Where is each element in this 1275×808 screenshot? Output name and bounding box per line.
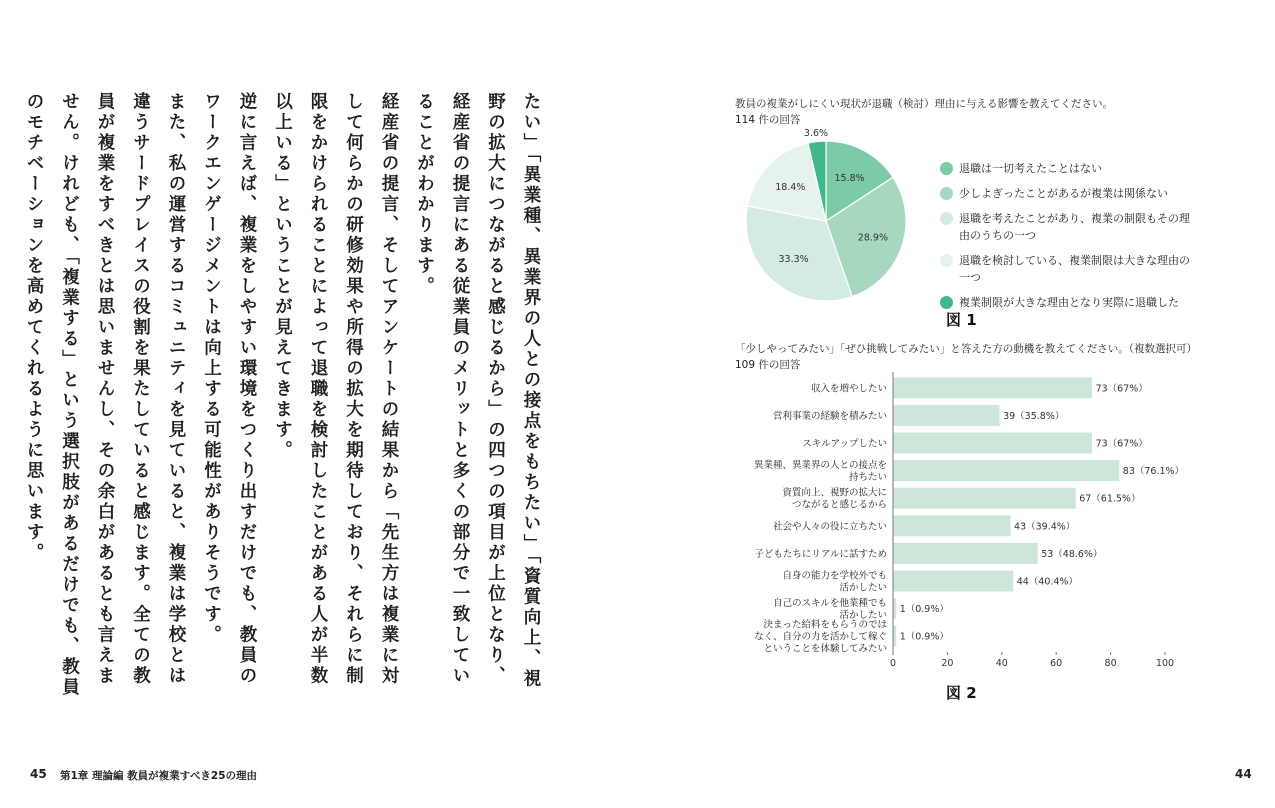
bar xyxy=(894,460,1120,481)
legend-item xyxy=(940,185,1200,202)
figure2-caption: 図 2 xyxy=(946,684,977,702)
category-label: 資質向上、視野の拡大につながると感じるから xyxy=(782,487,887,511)
figure1-question: 教員の複業がしにくい現状が退職（検討）理由に与える影響を教えてください。 xyxy=(735,98,1113,110)
legend-label: 退職を考えたことがあり、複業の制限もその理由のうちの一つ xyxy=(959,212,1190,242)
bar xyxy=(894,405,1000,426)
figure1-pie-chart xyxy=(740,125,915,305)
category-label: 子どもたちにリアルに話すため xyxy=(754,548,887,560)
body-paragraph: 経産省の提言、そしてアンケートの結果から「先生方は複業に対して何らかの研修効果や所得の拡大を期待しており、それらに制限をかけられることによって退職を検討したことがある人が半数以上いる」ということが見えてきます。 xyxy=(272,92,399,687)
body-paragraph: 逆に言えば、複業をしやすい環境をつくり出すだけでも、教員のワークエンゲージメントは向上する可能性がありそうです。 xyxy=(201,92,257,687)
legend-swatch xyxy=(940,296,953,309)
legend-label: 複業制限が大きな理由となり実際に退職した xyxy=(959,296,1179,309)
bar xyxy=(894,543,1038,564)
x-tick-label: 80 xyxy=(1104,658,1117,669)
bar-value-label: 1（0.9%） xyxy=(899,604,949,616)
bar xyxy=(894,377,1093,398)
category-label: 自身の能力を学校外でも活かしたい xyxy=(782,570,887,594)
bar-value-label: 73（67%） xyxy=(1095,383,1148,395)
legend-swatch xyxy=(940,187,953,200)
category-label: 社会や人々の役に立ちたい xyxy=(772,521,887,533)
bar-value-label: 67（61.5%） xyxy=(1079,493,1141,505)
pie-slice-label: 33.3% xyxy=(778,254,809,265)
x-tick-label: 0 xyxy=(889,658,897,669)
bar-value-label: 53（48.6%） xyxy=(1041,548,1103,560)
category-label: 自己のスキルを他業種でも活かしたい xyxy=(773,598,887,622)
figure1-caption: 図 1 xyxy=(946,311,977,329)
running-title: 第1章 理論編 教員が複業すべき25の理由 xyxy=(60,770,258,782)
legend-swatch xyxy=(940,212,953,225)
x-tick-label: 20 xyxy=(941,658,954,669)
bar xyxy=(894,598,897,619)
x-tick-label: 60 xyxy=(1050,658,1063,669)
bar xyxy=(894,626,897,647)
category-label: 決まった給料をもらうのではなく、自分の力を活かして稼ぐということを体験してみたい xyxy=(754,619,887,655)
bar xyxy=(894,571,1014,592)
bar xyxy=(894,515,1011,536)
category-label: 異業種、異業界の人との接点を持ちたい xyxy=(753,460,887,484)
bar xyxy=(894,488,1076,509)
figure2-bar-chart xyxy=(725,370,1195,675)
bar-value-label: 43（39.4%） xyxy=(1014,521,1076,533)
left-page-number: 45 xyxy=(30,767,47,781)
legend-item xyxy=(940,210,1200,244)
category-label: スキルアップしたい xyxy=(802,438,887,450)
figure1-legend xyxy=(940,160,1200,319)
body-text-column xyxy=(24,92,548,702)
bar-value-label: 1（0.9%） xyxy=(899,631,949,643)
pie-slice-label: 18.4% xyxy=(775,182,806,194)
pie-slice-label: 15.8% xyxy=(834,172,865,184)
x-tick-label: 100 xyxy=(1155,658,1175,669)
body-paragraph: たい」「異業種、異業界の人との接点をもちたい」「資質向上、視野の拡大につながると感じるから」の四つの項目が上位となり、経産省の提言にある従業員のメリットと多くの部分で一致していることがわかります。 xyxy=(414,92,541,690)
legend-swatch xyxy=(940,162,953,175)
legend-item xyxy=(940,294,1200,311)
pie-slice-label: 3.6% xyxy=(803,128,829,140)
figure1-responses: 114 件の回答 xyxy=(735,114,801,126)
category-label: 営利事業の経験を積みたい xyxy=(772,410,887,422)
bar-value-label: 73（67%） xyxy=(1095,438,1148,450)
legend-label: 退職を検討している、複業制限は大きな理由の一つ xyxy=(959,254,1190,284)
x-tick-label: 40 xyxy=(995,658,1008,669)
legend-label: 退職は一切考えたことはない xyxy=(959,162,1102,175)
legend-item xyxy=(940,160,1200,177)
bar-value-label: 39（35.8%） xyxy=(1003,410,1065,422)
right-page-number: 44 xyxy=(1235,767,1252,781)
legend-item xyxy=(940,252,1200,286)
legend-swatch xyxy=(940,254,953,267)
figure2-question: 「少しやってみたい」「ぜひ挑戦してみたい」と答えた方の動機を教えてください。（複数選択可） xyxy=(735,343,1197,355)
figure2-responses: 109 件の回答 xyxy=(735,359,801,371)
bar-value-label: 83（76.1%） xyxy=(1122,466,1185,478)
bar-value-label: 44（40.4%） xyxy=(1016,576,1078,588)
body-paragraph: また、私の運営するコミュニティを見ていると、複業は学校とは違うサードプレイスの役割を果たしていると感じます。全ての教員が複業をすべきとは思いませんし、その余白があるとも言えません。けれども、「複業する」という選択肢があるだけでも、教員のモチベーションを高めてくれるように思います。 xyxy=(24,92,186,699)
bar xyxy=(894,433,1093,454)
legend-label: 少しよぎったことがあるが複業は関係ない xyxy=(959,187,1168,200)
category-label: 収入を増やしたい xyxy=(810,383,887,395)
pie-slice-label: 28.9% xyxy=(857,232,888,244)
